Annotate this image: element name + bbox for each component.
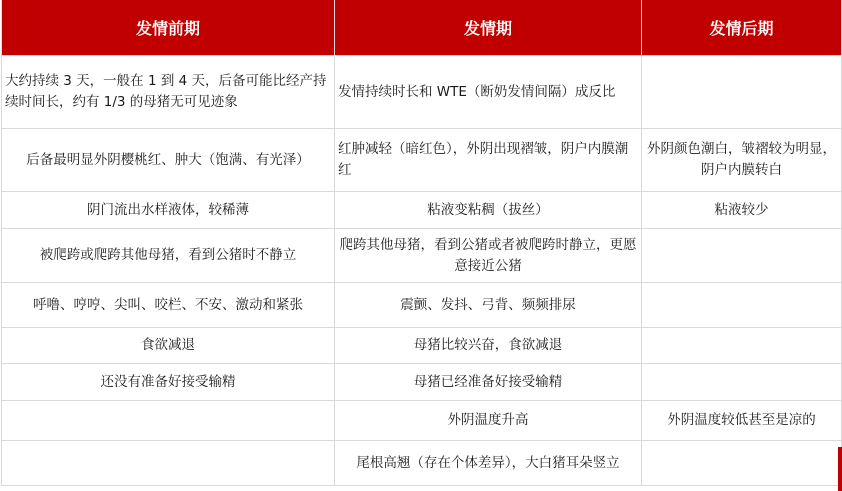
table-cell bbox=[642, 283, 842, 328]
table-cell: 呼噜、哼哼、尖叫、咬栏、不安、激动和紧张 bbox=[2, 283, 335, 328]
header-estrus: 发情期 bbox=[335, 0, 642, 56]
table-cell: 食欲减退 bbox=[2, 328, 335, 364]
table-row bbox=[2, 56, 842, 129]
table-row bbox=[2, 229, 842, 283]
table-cell: 外阴温度升高 bbox=[335, 401, 642, 441]
table-cell: 红肿减轻（暗红色），外阴出现褶皱，阴户内膜潮红 bbox=[335, 129, 642, 192]
table-cell: 外阴颜色潮白，皱褶较为明显，阴户内膜转白 bbox=[642, 129, 842, 192]
table-row bbox=[2, 192, 842, 229]
table-cell: 还没有准备好接受输精 bbox=[2, 364, 335, 401]
table-cell bbox=[642, 328, 842, 364]
header-metestrus: 发情后期 bbox=[642, 0, 842, 56]
table-cell bbox=[642, 441, 842, 486]
header-proestrus: 发情前期 bbox=[2, 0, 335, 56]
table-cell bbox=[2, 441, 335, 486]
table-cell: 阴门流出水样液体，较稀薄 bbox=[2, 192, 335, 229]
table-cell bbox=[642, 56, 842, 129]
red-edge-accent bbox=[838, 447, 842, 491]
table-cell: 被爬跨或爬跨其他母猪，看到公猪时不静立 bbox=[2, 229, 335, 283]
table-cell: 发情持续时长和 WTE（断奶发情间隔）成反比 bbox=[335, 56, 642, 129]
table-cell: 后备最明显外阴樱桃红、肿大（饱满、有光泽） bbox=[2, 129, 335, 192]
table-row bbox=[2, 328, 842, 364]
table-cell: 粘液较少 bbox=[642, 192, 842, 229]
table-cell bbox=[642, 229, 842, 283]
table-cell: 尾根高翘（存在个体差异），大白猪耳朵竖立 bbox=[335, 441, 642, 486]
table-cell bbox=[2, 401, 335, 441]
table-cell: 母猪比较兴奋，食欲减退 bbox=[335, 328, 642, 364]
table-row bbox=[2, 401, 842, 441]
table-row bbox=[2, 283, 842, 328]
table-cell: 震颤、发抖、弓背、频频排尿 bbox=[335, 283, 642, 328]
table-cell: 母猪已经准备好接受输精 bbox=[335, 364, 642, 401]
table-row bbox=[2, 129, 842, 192]
table-cell bbox=[642, 364, 842, 401]
table-cell: 大约持续 3 天，一般在 1 到 4 天，后备可能比经产持续时间长，约有 1/3 的母猪无可见迹象 bbox=[2, 56, 335, 129]
header-row bbox=[2, 0, 842, 56]
table-cell: 粘液变粘稠（拔丝） bbox=[335, 192, 642, 229]
table-row bbox=[2, 364, 842, 401]
table-cell: 爬跨其他母猪，看到公猪或者被爬跨时静立，更愿意接近公猪 bbox=[335, 229, 642, 283]
table-cell: 外阴温度较低甚至是凉的 bbox=[642, 401, 842, 441]
table-row bbox=[2, 441, 842, 486]
estrus-comparison-table bbox=[1, 0, 842, 486]
